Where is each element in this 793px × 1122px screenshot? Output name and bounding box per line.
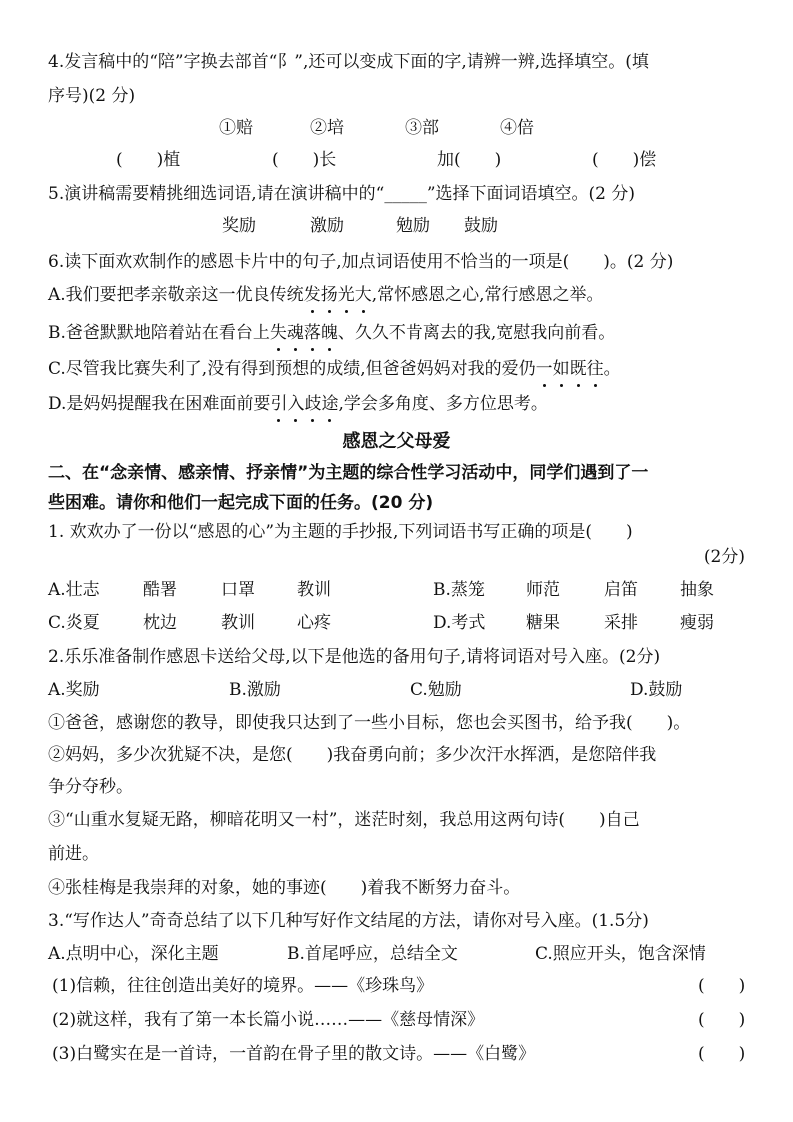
q4-blank-1[interactable]: ( )植 (116, 150, 181, 170)
q6-option-b: B.爸爸默默地陪着站在看台上失魂落魄、久久不肯离去的我,宽慰我向前看。 (48, 323, 616, 343)
q4-option-4: ④倍 (500, 118, 534, 138)
p2q1-r1-b4: 抽象 (680, 580, 714, 600)
p2q1-r1-a3: 口罩 (221, 580, 255, 600)
q6-stem: 6.读下面欢欢制作的感恩卡片中的句子,加点词语使用不恰当的一项是( )。(2 分) (48, 252, 674, 272)
p2q2-sentence-3b: 前进。 (48, 844, 99, 864)
p2q1-r1-b3: 启笛 (604, 580, 638, 600)
p2q2-sentence-1: ①爸爸，感谢您的教导，即使我只达到了一些小目标，您也会买图书，给予我( )。 (48, 713, 691, 733)
p2q1-r2-c1: C.炎夏 (48, 613, 100, 633)
p2q3-option-a: A.点明中心，深化主题 (48, 944, 219, 964)
p2q1-r2-c4: 心疼 (297, 613, 331, 633)
p2q1-r2-d3: 采排 (604, 613, 638, 633)
p2q1-r2-c2: 枕边 (143, 613, 177, 633)
p2q1-r2-d2: 糖果 (526, 613, 560, 633)
p2q3-item-2: (2)就这样，我有了第一本长篇小说……——《慈母情深》 (52, 1010, 485, 1030)
q5-stem: 5.演讲稿需要精挑细选词语,请在演讲稿中的“_____”选择下面词语填空。(2 分) (48, 184, 635, 204)
p2q3-item-1: (1)信赖，往往创造出美好的境界。——《珍珠鸟》 (52, 976, 434, 996)
part2-heading-line1: 二、在“念亲情、感亲情、抒亲情”为主题的综合性学习活动中，同学们遇到了一 (48, 463, 649, 483)
p2q2-option-d: D.鼓励 (630, 680, 683, 700)
p2q1-r1-a4: 教训 (297, 580, 331, 600)
p2q1-r2-d4: 瘦弱 (680, 613, 714, 633)
p2q2-option-a: A.奖励 (48, 680, 100, 700)
part2-heading-line2: 些困难。请你和他们一起完成下面的任务。(20 分) (48, 493, 434, 513)
q5-word-1: 奖励 (222, 216, 256, 236)
p2q3-item-3: (3)白鹭实在是一首诗，一首韵在骨子里的散文诗。——《白鹭》 (52, 1044, 536, 1064)
p2q2-sentence-2a: ②妈妈，多少次犹疑不决，是您( )我奋勇向前；多少次汗水挥洒，是您陪伴我 (48, 745, 657, 765)
q4-option-3: ③部 (405, 118, 439, 138)
p2q3-option-c: C.照应开头，饱含深情 (535, 944, 706, 964)
p2q2-option-c: C.勉励 (410, 680, 462, 700)
q6-option-c: C.尽管我比赛失利了,没有得到预想的成绩,但爸爸妈妈对我的爱仍一如既往。 (48, 359, 621, 379)
q4-option-1: ①赔 (219, 118, 253, 138)
p2q1-r1-a2: 酷署 (143, 580, 177, 600)
p2q2-stem: 2.乐乐准备制作感恩卡送给父母,以下是他选的备用句子,请将词语对号入座。(2分) (48, 647, 661, 667)
p2q3-option-b: B.首尾呼应，总结全文 (287, 944, 458, 964)
q5-word-4: 鼓励 (464, 216, 498, 236)
p2q3-stem: 3.“写作达人”奇奇总结了以下几种写好作文结尾的方法，请你对号入座。(1.5分) (48, 911, 649, 931)
p2q2-sentence-4: ④张桂梅是我崇拜的对象，她的事迹( )着我不断努力奋斗。 (48, 878, 521, 898)
q4-stem-line1: 4.发言稿中的“陪”字换去部首“阝”,还可以变成下面的字,请辨一辨,选择填空。(填 (48, 52, 649, 72)
q6-option-d: D.是妈妈提醒我在困难面前要引入歧途,学会多角度、多方位思考。 (48, 394, 548, 414)
p2q3-answer-3[interactable]: ( ) (698, 1044, 746, 1064)
p2q3-answer-2[interactable]: ( ) (698, 1010, 746, 1030)
p2q2-sentence-3a: ③“山重水复疑无路，柳暗花明又一村”，迷茫时刻，我总用这两句诗( )自己 (48, 810, 640, 830)
p2q1-r1-b2: 师范 (526, 580, 560, 600)
p2q1-r2-d1: D.考式 (433, 613, 486, 633)
section-title: 感恩之父母爱 (342, 431, 451, 452)
p2q2-sentence-2b: 争分夺秒。 (48, 777, 133, 797)
p2q1-r2-c3: 教训 (221, 613, 255, 633)
q4-option-2: ②培 (310, 118, 344, 138)
p2q1-r1-a1: A.壮志 (48, 580, 100, 600)
p2q1-stem: 1. 欢欢办了一份以“感恩的心”为主题的手抄报,下列词语书写正确的项是( ) (48, 522, 633, 542)
q4-blank-2[interactable]: ( )长 (272, 150, 337, 170)
q6-option-a: A.我们要把孝亲敬亲这一优良传统发扬光大,常怀感恩之心,常行感恩之举。 (48, 285, 604, 305)
p2q1-r1-b1: B.蒸笼 (433, 580, 485, 600)
q4-blank-4[interactable]: ( )偿 (592, 150, 657, 170)
q5-word-3: 勉励 (396, 216, 430, 236)
q4-stem-line2: 序号)(2 分) (48, 86, 136, 106)
p2q1-score: (2分) (703, 547, 745, 567)
q5-word-2: 激励 (310, 216, 344, 236)
p2q3-answer-1[interactable]: ( ) (698, 976, 746, 996)
p2q2-option-b: B.激励 (229, 680, 281, 700)
q4-blank-3[interactable]: 加( ) (437, 150, 502, 170)
